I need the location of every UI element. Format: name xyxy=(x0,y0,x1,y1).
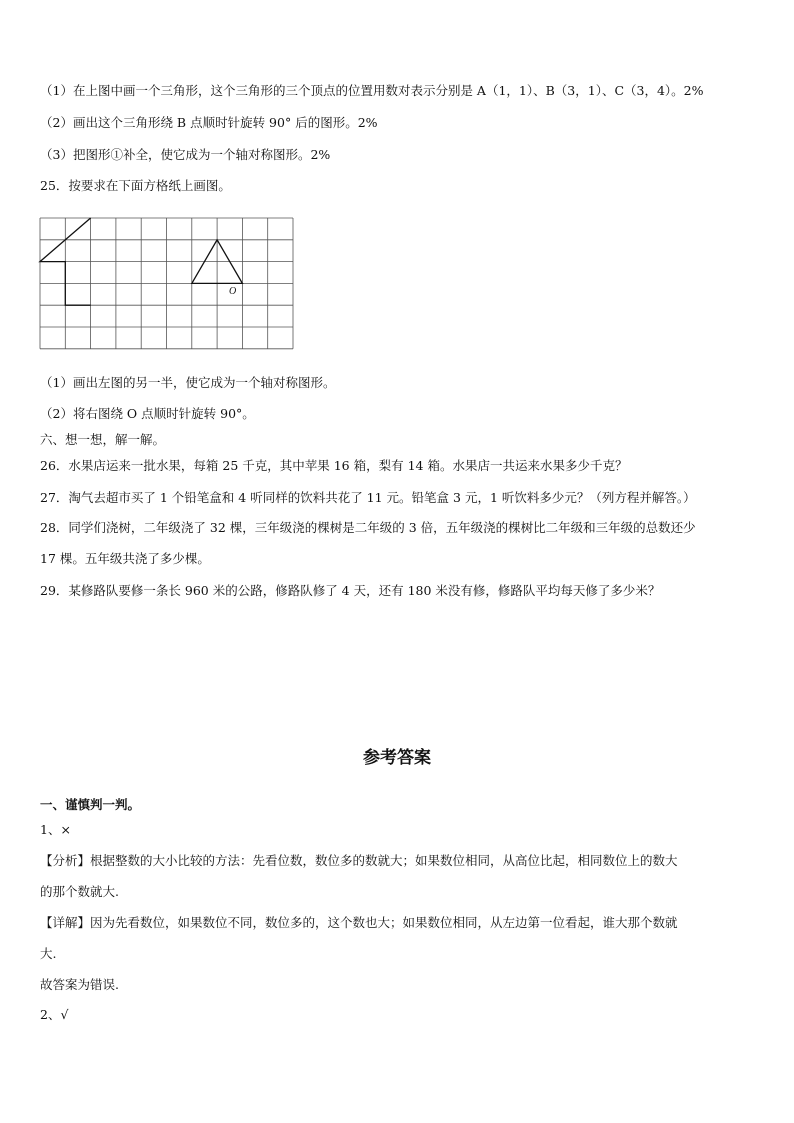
q24-sub-1: （1）在上图中画一个三角形，这个三角形的三个顶点的位置用数对表示分别是 A（1，1）、B（3，1）、C（3，4）。2% xyxy=(40,83,704,98)
answers-section-1: 一、谨慎判一判。 xyxy=(40,797,141,812)
conclusion: 故答案为错误. xyxy=(40,977,119,992)
q25-sub-1: （1）画出左图的另一半，使它成为一个轴对称图形。 xyxy=(40,375,336,390)
answers-title: 参考答案 xyxy=(363,748,431,768)
q24-sub-3: （3）把图形①补全，使它成为一个轴对称图形。2% xyxy=(40,147,331,162)
q27: 27．淘气去超市买了 1 个铅笔盒和 4 听同样的饮料共花了 11 元。铅笔盒 3 元，1 听饮料多少元？（列方程并解答。） xyxy=(40,490,696,505)
analysis-line-2: 的那个数就大. xyxy=(40,884,119,899)
q29: 29．某修路队要修一条长 960 米的公路，修路队修了 4 天，还有 180 米没有修，修路队平均每天修了多少米？ xyxy=(40,583,661,598)
q26: 26．水果店运来一批水果，每箱 25 千克，其中苹果 16 箱，梨有 14 箱。水果店一共运来水果多少千克？ xyxy=(40,458,628,473)
q28-line-2: 17 棵。五年级共浇了多少棵。 xyxy=(40,551,210,566)
section-6-heading: 六、想一想，解一解。 xyxy=(40,432,166,447)
point-o-label: O xyxy=(229,286,237,297)
detail-line-2: 大. xyxy=(40,946,57,961)
analysis-line-1: 【分析】根据整数的大小比较的方法：先看位数，数位多的数就大；如果数位相同，从高位比起，相同数位上的数大 xyxy=(40,853,678,868)
detail-line-1: 【详解】因为先看数位，如果数位不同，数位多的，这个数也大；如果数位相同，从左边第一位看起，谁大那个数就 xyxy=(40,915,678,930)
q25-title: 25．按要求在下面方格纸上画图。 xyxy=(40,178,231,193)
graph-paper-figure xyxy=(38,216,298,354)
q25-sub-2: （2）将右图绕 O 点顺时针旋转 90°。 xyxy=(40,406,255,421)
q28-line-1: 28．同学们浇树，二年级浇了 32 棵，三年级浇的棵树是二年级的 3 倍，五年级浇的棵树比二年级和三年级的总数还少 xyxy=(40,520,696,535)
q24-sub-2: （2）画出这个三角形绕 B 点顺时针旋转 90° 后的图形。2% xyxy=(40,115,378,130)
grid-lines xyxy=(40,218,293,349)
answer-1: 1、× xyxy=(40,822,71,837)
answer-2: 2、√ xyxy=(40,1007,69,1022)
